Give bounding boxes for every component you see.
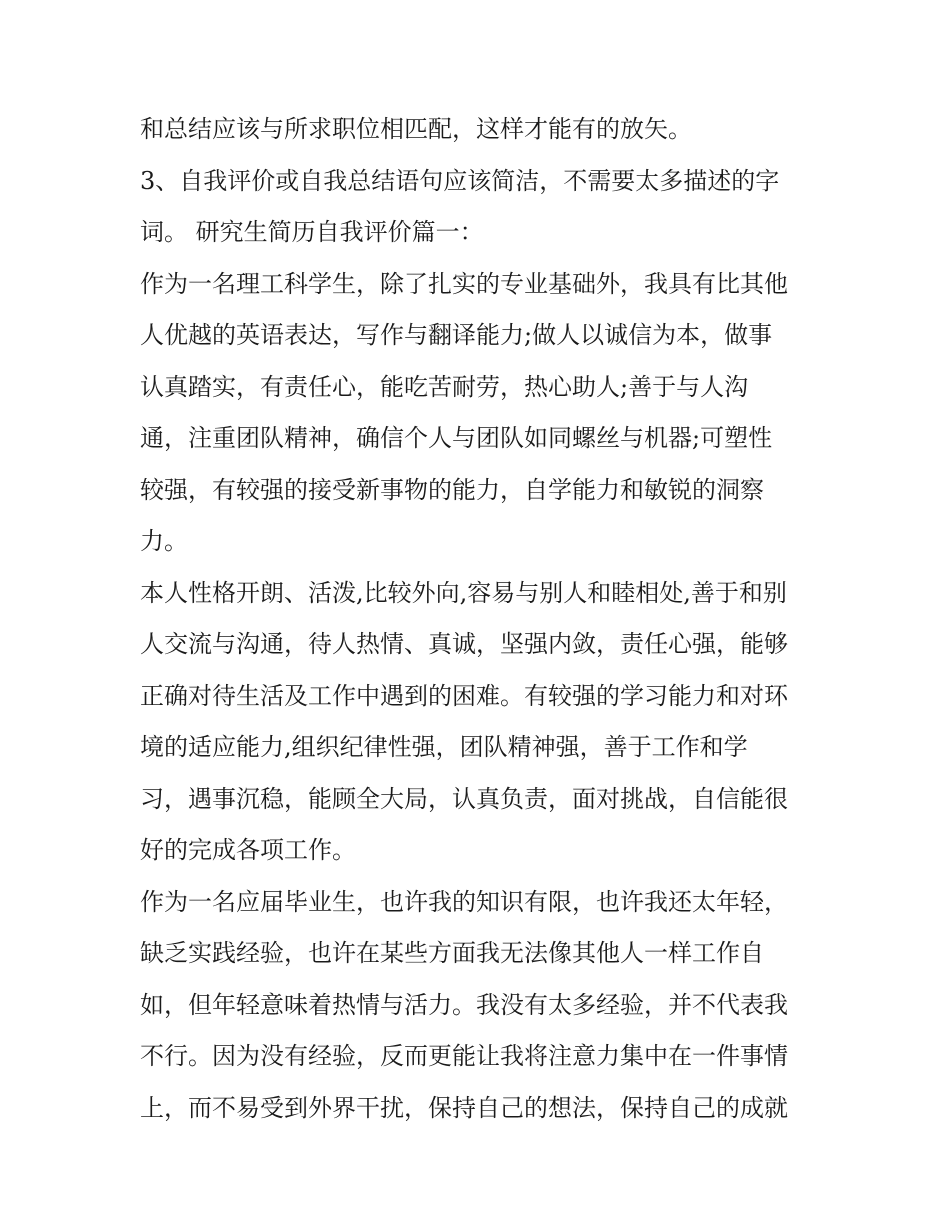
text-line: 人交流与沟通，待人热情、真诚，坚强内敛，责任心强，能够 xyxy=(140,630,788,658)
text-line: 境的适应能力,组织纪律性强，团队精神强，善于工作和学 xyxy=(140,733,748,761)
text-line: 3、自我评价或自我总结语句应该简洁，不需要太多描述的字 xyxy=(140,166,780,195)
text-line: 力。 xyxy=(140,527,188,555)
text-line: 缺乏实践经验，也许在某些方面我无法像其他人一样工作自 xyxy=(140,939,764,967)
text-line: 和总结应该与所求职位相匹配，这样才能有的放矢。 xyxy=(140,115,692,143)
text-line: 词。 研究生简历自我评价篇一： xyxy=(140,218,484,246)
text-line: 上，而不易受到外界干扰，保持自己的想法，保持自己的成就 xyxy=(140,1093,788,1122)
text-line: 如，但年轻意味着热情与活力。我没有太多经验，并不代表我 xyxy=(140,990,788,1019)
text-line: 不行。因为没有经验，反而更能让我将注意力集中在一件事情 xyxy=(140,1042,788,1070)
text-line: 通，注重团队精神，确信个人与团队如同螺丝与机器;可塑性 xyxy=(140,424,773,452)
text-line: 习，遇事沉稳，能顾全大局，认真负责，面对挑战，自信能很 xyxy=(140,784,788,813)
body-text xyxy=(140,104,830,1134)
text-line: 作为一名理工科学生，除了扎实的专业基础外，我具有比其他 xyxy=(140,269,788,298)
text-line: 较强，有较强的接受新事物的能力，自学能力和敏锐的洞察 xyxy=(140,475,764,504)
text-line: 作为一名应届毕业生，也许我的知识有限，也许我还太年轻， xyxy=(140,887,788,916)
text-line: 好的完成各项工作。 xyxy=(140,836,356,864)
text-line: 本人性格开朗、活泼,比较外向,容易与别人和睦相处,善于和别 xyxy=(140,578,787,607)
text-line: 正确对待生活及工作中遇到的困难。有较强的学习能力和对环 xyxy=(140,681,788,710)
text-line: 认真踏实，有责任心，能吃苦耐劳，热心助人;善于与人沟 xyxy=(140,372,749,401)
text-line: 人优越的英语表达，写作与翻译能力;做人以诚信为本，做事 xyxy=(140,321,773,349)
